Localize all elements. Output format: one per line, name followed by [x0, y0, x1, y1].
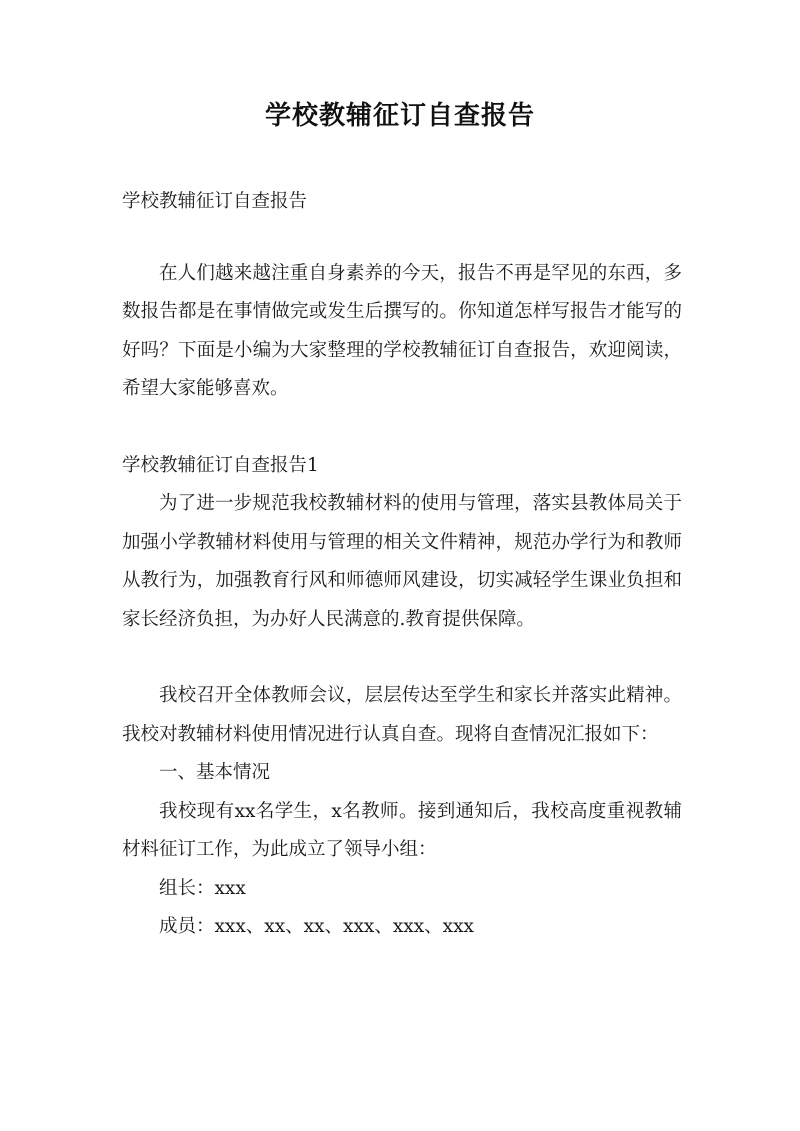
part-paragraph: 我校现有xx名学生，x名教师。接到通知后，我校高度重视教辅材料征订工作，为此成立了领导小组： — [122, 800, 682, 860]
section-paragraph: 我校召开全体教师会议，层层传达至学生和家长并落实此精神。我校对教辅材料使用情况进行认真自查。现将自查情况汇报如下： — [122, 685, 682, 745]
part-heading: 一、基本情况 — [159, 762, 271, 783]
section-paragraph: 为了进一步规范我校教辅材料的使用与管理，落实县教体局关于加强小学教辅材料使用与管理的相关文件精神，规范办学行为和教师从教行为，加强教育行风和师德师风建设，切实减轻学生课业负担和家长经济负担，为办好人民满意的.教育提供保障。 — [122, 493, 682, 630]
intro-paragraph: 在人们越来越注重自身素养的今天，报告不再是罕见的东西，多数报告都是在事情做完或发生后撰写的。你知道怎样写报告才能写的好吗？下面是小编为大家整理的学校教辅征订自查报告，欢迎阅读，希望大家能够喜欢。 — [122, 262, 682, 399]
document-subtitle: 学校教辅征订自查报告 — [122, 191, 308, 212]
document-title: 学校教辅征订自查报告 — [264, 101, 535, 131]
leader-line: 组长：xxx — [159, 877, 246, 899]
document-body — [122, 183, 682, 947]
members-line: 成员：xxx、xx、xx、xxx、xxx、xxx — [159, 916, 474, 937]
section-heading: 学校教辅征订自查报告1 — [122, 454, 319, 476]
